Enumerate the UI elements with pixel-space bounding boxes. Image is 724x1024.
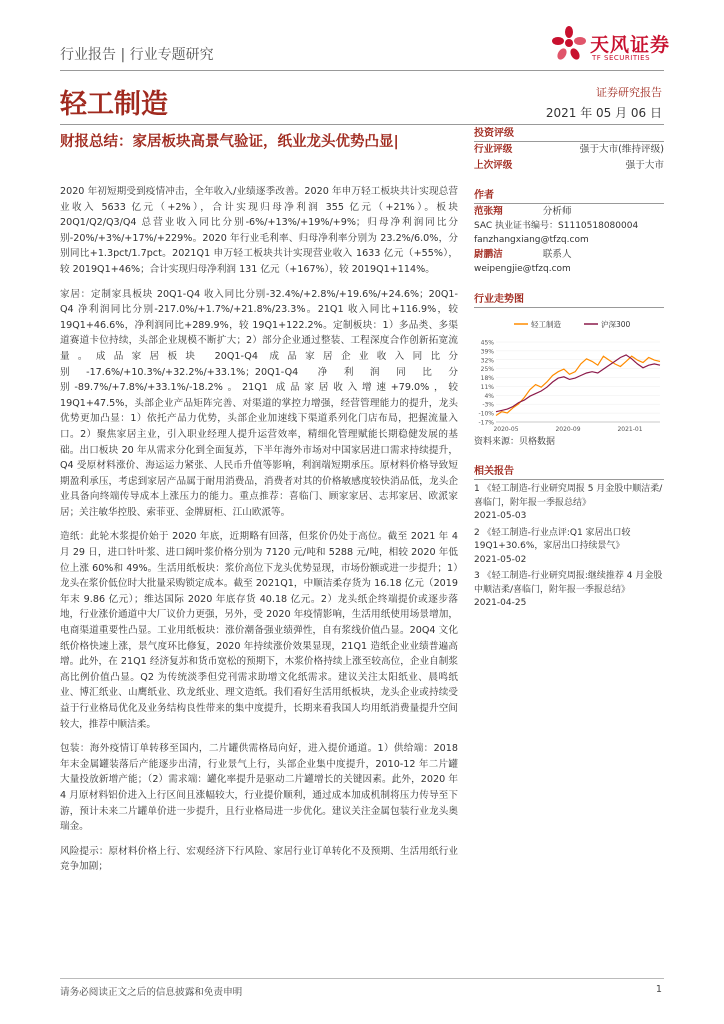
x-tick-label: 2021-01 — [617, 426, 643, 433]
chart-section-header — [474, 290, 664, 308]
author-role: 联系人 — [542, 249, 572, 260]
y-tick-label: -17% — [478, 419, 494, 427]
related-item-date: 2021-04-25 — [474, 598, 527, 608]
y-tick-label: 45% — [480, 339, 494, 347]
footer-disclaimer: 请务必阅读正文之后的信息披露和免责申明 — [60, 987, 243, 998]
authors-section-title: 作者 — [474, 190, 494, 201]
report-title: 财报总结：家居板块高景气验证，纸业龙头优势凸显| — [60, 134, 399, 150]
y-tick-label: 39% — [480, 348, 494, 356]
y-tick-label: -3% — [482, 401, 494, 409]
author-2 — [474, 247, 664, 263]
rating-label: 行业评级 — [474, 144, 513, 155]
author-email[interactable]: fanzhangxiang@tfzq.com — [474, 234, 589, 245]
paragraph-furniture: 家居：定制家具板块 20Q1-Q4 收入同比分别-32.4%/+2.8%/+19.6%/+24.6%；20Q1-Q4 净利润同比分别-217.0%/+1.7%/+21.8%/23.3%。21Q1 收入同比+116.9%，较 19Q1+46.6%，净利润同比+289.9%，较 19Q1+122.2%。定制板块：1）多品类、多渠道赛道卡位持续，头部企业规模不断扩大；2）部分企业通过整装、工程深度合作创新拓宽流量。成品家居板块 20Q1-Q4 成品家居企业收入同比分别-17.6%/+10.3%/+32.2%/+33.1%；20Q1-Q4 净利润同比分别-89.7%/+7.8%/+33.1%/-18.2%。21Q1 成品家居收入增速+79.0%，较 19Q1+47.5%，头部企业产品矩阵完善、对渠道的掌控力增强，经营管理能力的提升，龙头优势更加凸显：1）依托产品力优势，头部企业加速线下渠道系列化门店布局，把握流量入口。2）聚焦家居主业，引入职业经理人提升运营效率，精细化管理赋能长期稳健发展的基础。出口板块 20 年从需求分化到全面复苏，下半年海外市场对中国家居进口需求持续提升，Q4 受原材料涨价、海运运力紧张、人民币升值等影响，利润端短期承压。原材料价格导致短期盈利承压，考虑到家居产品属于耐用消费品，消费者对其的价格敏感度较快消品低，龙头企业具备向终端传导成本上涨压力的能力。重点推荐：喜临门、顾家家居、志邦家居、欧派家居；关注敏华控股、索菲亚、金牌厨柜、江山欧派等。 — [60, 288, 458, 518]
main-body — [60, 184, 458, 884]
author-name: 尉鹏洁 — [474, 249, 503, 260]
related-section — [474, 462, 664, 611]
rating-value: 强于大市 — [625, 160, 664, 171]
paragraph-overview: 2020 年初短期受到疫情冲击，全年收入/业绩逐季改善。2020 年申万轻工板块共计实现总营业收入 5633 亿元（+2%），合计实现归母净利润 355 亿元（+21%）。板块 20Q1/Q2/Q3/Q4 总营业收入同比分别-6%/+13%/+19%/+9%；归母净利润同比分别-20%/+3%/+17%/+229%。2020 年行业毛利率、归母净利率分别为 23.2%/6.0%，分别同比+1.3pct/1.7pct。2021Q1 申万轻工板块共计实现营业收入 1633 亿元（+55%），较 2019Q1+46%；合计实现归母净利润 131 亿元（+167%），较 2019Q1+114%。 — [60, 186, 458, 275]
y-tick-label: 4% — [484, 392, 494, 400]
logo-text-cn: 天风证券 — [590, 34, 671, 56]
author-1 — [474, 204, 664, 220]
rating-value: 强于大市(维持评级) — [579, 144, 664, 155]
author-name: 范张翔 — [474, 206, 503, 217]
related-item[interactable] — [474, 483, 664, 524]
company-logo — [552, 24, 672, 68]
footer-divider — [60, 978, 664, 979]
legend-label: 沪深300 — [601, 320, 631, 329]
related-divider — [474, 479, 664, 480]
chart-source: 资料来源：贝格数据 — [474, 437, 556, 447]
report-type: 证券研究报告 — [596, 86, 662, 99]
related-item-date: 2021-05-02 — [474, 554, 527, 565]
y-tick-label: 11% — [480, 383, 494, 391]
paragraph-risk: 风险提示：原材料价格上行、宏观经济下行风险、家居行业订单转化不及预期、生活用纸行业竞争加剧； — [60, 845, 458, 873]
page-number: 1 — [655, 984, 662, 995]
paragraph-paper: 造纸：此轮木浆提价始于 2020 年底，近期略有回落，但浆价仍处于高位。截至 2021 年 4 月 29 日，进口针叶浆、进口阔叶浆价格分别为 7120 元/吨和 5288 元/吨，相较 2020 年低位上涨 60%和 49%。生活用纸板块：浆价高位下龙头优势显现，市场份额或进一步提升；1）龙头在浆价低位时大批量采购锁定成本。截至 2021Q1，中顺洁柔存货为 16.18 亿元（2019 年末 9.86 亿元）；维达国际 2020 年底存货 40.18 亿元。2）龙头纸企终端提价或逐步落地，行业涨价通道中大厂议价力更强，另外，受 2020 年疫情影响，生活用纸使用场景增加，电商渠道重要性凸显。工业用纸板块：涨价潮备强业绩弹性，自有浆线价值凸显。20Q4 文化纸价格快速上涨，景气度环比修复，2020 年持续涨价效果显现，21Q1 造纸企业业绩普遍高增。此外，在 21Q1 经济复苏和货币宽松的预期下，木浆价格持续上涨至较高位，企业自制浆高比例价值凸显。Q2 为传统淡季但党刊需求助增文化纸需求。建议关注太阳纸业、晨鸣纸业、博汇纸业、山鹰纸业、玖龙纸业、理文造纸。我们看好生活用纸板块，龙头企业或持续受益于行业格局优化及业务结构良性带来的集中度提升，长期来看我国人均用纸消费量提升空间较大，推荐中顺洁柔。 — [60, 531, 458, 730]
related-item-title: 1 《轻工制造-行业研究周报 5 月金股中顺洁柔/喜临门，附年报一季报总结》 — [474, 484, 663, 508]
y-tick-label: 25% — [480, 366, 494, 374]
related-item-title: 2 《轻工制造-行业点评:Q1 家居出口较 19Q1+30.6%，家居出口持续景气》 — [474, 527, 631, 551]
chart-title: 行业走势图 — [474, 294, 524, 305]
rating-section-title: 投资评级 — [474, 128, 514, 139]
y-tick-label: -10% — [478, 410, 494, 418]
author-email[interactable]: weipengjie@tfzq.com — [474, 264, 571, 274]
legend-label: 轻工制造 — [531, 320, 561, 329]
logo-text-en: TF SECURITIES — [592, 54, 651, 62]
related-item-title: 3 《轻工制造-行业研究周报:继续推荐 4 月金股中顺洁柔/喜临门，附年报一季报总结》 — [474, 571, 663, 595]
rating-section — [474, 124, 664, 174]
related-item-date: 2021-05-03 — [474, 511, 527, 521]
y-tick-label: 18% — [480, 375, 494, 383]
x-tick-label: 2020-09 — [555, 426, 581, 433]
related-item[interactable] — [474, 527, 664, 568]
x-tick-label: 2020-05 — [493, 426, 519, 433]
rating-row-industry — [474, 142, 664, 158]
related-section-title: 相关报告 — [474, 466, 514, 477]
industry-trend-chart — [474, 316, 664, 434]
report-date: 2021 年 05 月 06 日 — [545, 106, 662, 120]
header-divider — [60, 70, 664, 71]
chart-divider — [474, 307, 664, 308]
industry-title: 轻工制造 — [60, 89, 168, 120]
authors-section — [474, 186, 664, 277]
report-category: 行业报告 | 行业专题研究 — [60, 47, 214, 63]
series-line — [496, 355, 660, 412]
rating-row-previous — [474, 158, 664, 174]
author-role: 分析师 — [542, 206, 572, 217]
series-line — [496, 356, 660, 415]
y-tick-label: 32% — [480, 357, 494, 365]
related-item[interactable] — [474, 570, 664, 611]
rating-label: 上次评级 — [474, 160, 513, 171]
paragraph-packaging: 包装：海外疫情订单转移至国内，二片罐供需格局向好，进入提价通道。1）供给端：2018 年末金属罐装落后产能逐步出清，行业景气上行，头部企业集中度提升，2010-12 年二片罐大量投放新增产能；（2）需求端：罐化率提升是驱动二片罐增长的关键因素。此外，2020 年 4 月原材料铝价进入上行区间且涨幅较大，行业提价顺利，通过成本加成机制将压力传导至下游，预计未来二片罐单价进一步提升，且行业格局进一步优化。建议关注金属包装行业龙头奥瑞金。 — [60, 743, 458, 833]
author-cert: SAC 执业证书编号：S1110518080004 — [474, 221, 639, 231]
logo-flower-icon — [552, 26, 586, 60]
